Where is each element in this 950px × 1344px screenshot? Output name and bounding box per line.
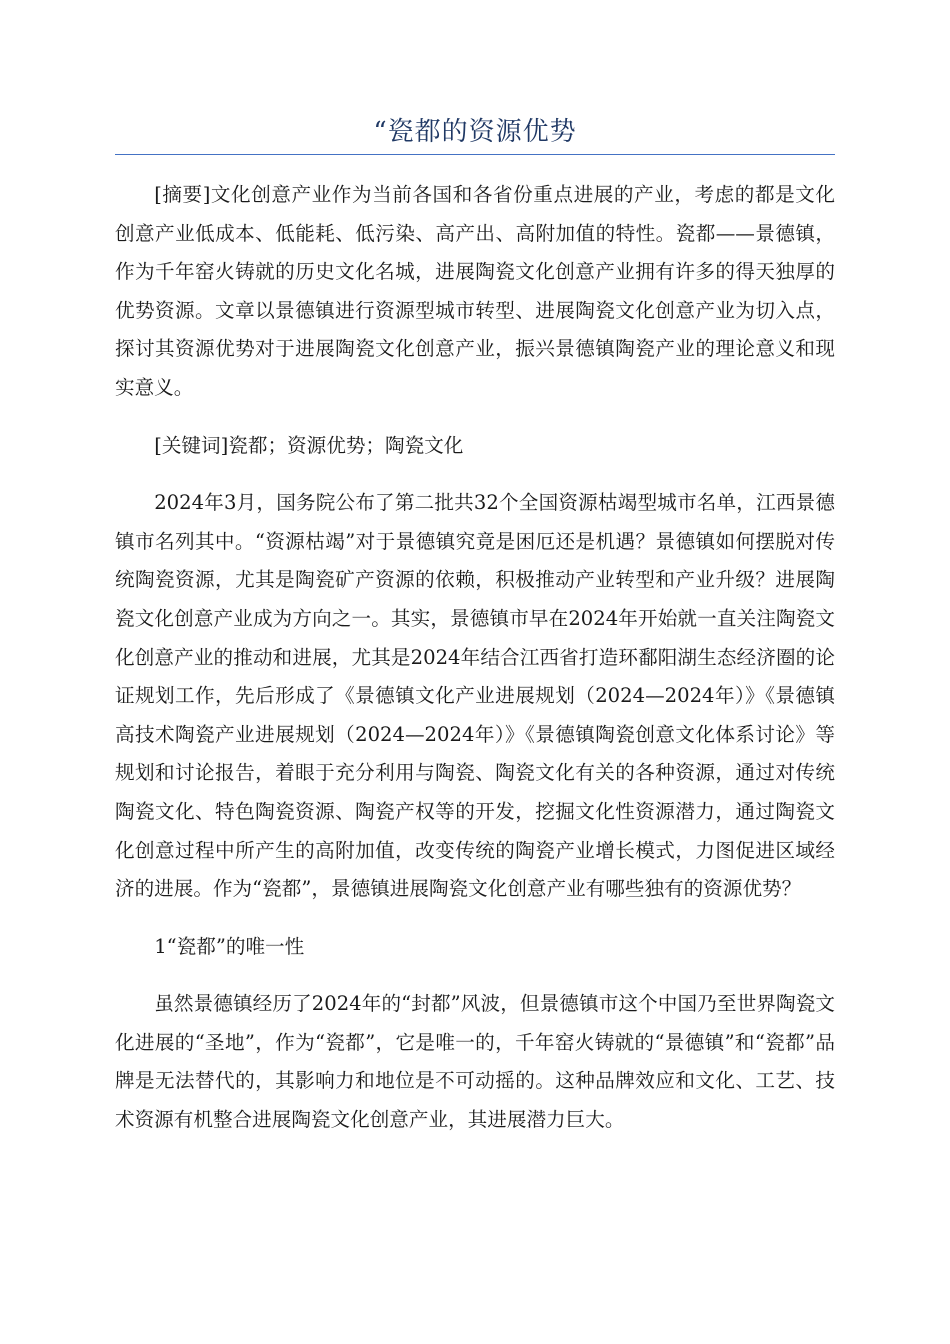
keywords-paragraph: [关键词]瓷都；资源优势；陶瓷文化	[154, 433, 464, 457]
section-heading: 1“瓷都”的唯一性	[154, 934, 305, 958]
document-title: “瓷都的资源优势	[373, 117, 577, 147]
body-paragraph: 虽然景德镇经历了2024年的“封都”风波，但景德镇市这个中国乃至世界陶瓷文化进展的“圣地”，作为“瓷都”，它是唯一的，千年窑火铸就的“景德镇”和“瓷都”品牌是无法替代的，其影响力和地位是不可动摇的。这种品牌效应和文化、工艺、技术资源有机整合进展陶瓷文化创意产业，其进展潜力巨大。	[115, 992, 835, 1132]
abstract-paragraph: [摘要]文化创意产业作为当前各国和各省份重点进展的产业，考虑的都是文化创意产业低成本、低能耗、低污染、高产出、高附加值的特性。瓷都——景德镇，作为千年窑火铸就的历史文化名城，进展陶瓷文化创意产业拥有许多的得天独厚的优势资源。文章以景德镇进行资源型城市转型、进展陶瓷文化创意产业为切入点，探讨其资源优势对于进展陶瓷文化创意产业，振兴景德镇陶瓷产业的理论意义和现实意义。	[115, 183, 835, 399]
document-body	[115, 176, 835, 1140]
body-paragraph: 2024年3月，国务院公布了第二批共32个全国资源枯竭型城市名单，江西景德镇市名列其中。“资源枯竭”对于景德镇究竟是困厄还是机遇？景德镇如何摆脱对传统陶瓷资源，尤其是陶瓷矿产资源的依赖，积极推动产业转型和产业升级？进展陶瓷文化创意产业成为方向之一。其实，景德镇市早在2024年开始就一直关注陶瓷文化创意产业的推动和进展，尤其是2024年结合江西省打造环鄱阳湖生态经济圈的论证规划工作，先后形成了《景德镇文化产业进展规划（2024—2024年）》《景德镇高技术陶瓷产业进展规划（2024—2024年）》《景德镇陶瓷创意文化体系讨论》等规划和讨论报告，着眼于充分利用与陶瓷、陶瓷文化有关的各种资源，通过对传统陶瓷文化、特色陶瓷资源、陶瓷产权等的开发，挖掘文化性资源潜力，通过陶瓷文化创意过程中所产生的高附加值，改变传统的陶瓷产业增长模式，力图促进区域经济的进展。作为“瓷都”，景德镇进展陶瓷文化创意产业有哪些独有的资源优势？	[115, 491, 835, 901]
title-underline	[115, 154, 835, 155]
